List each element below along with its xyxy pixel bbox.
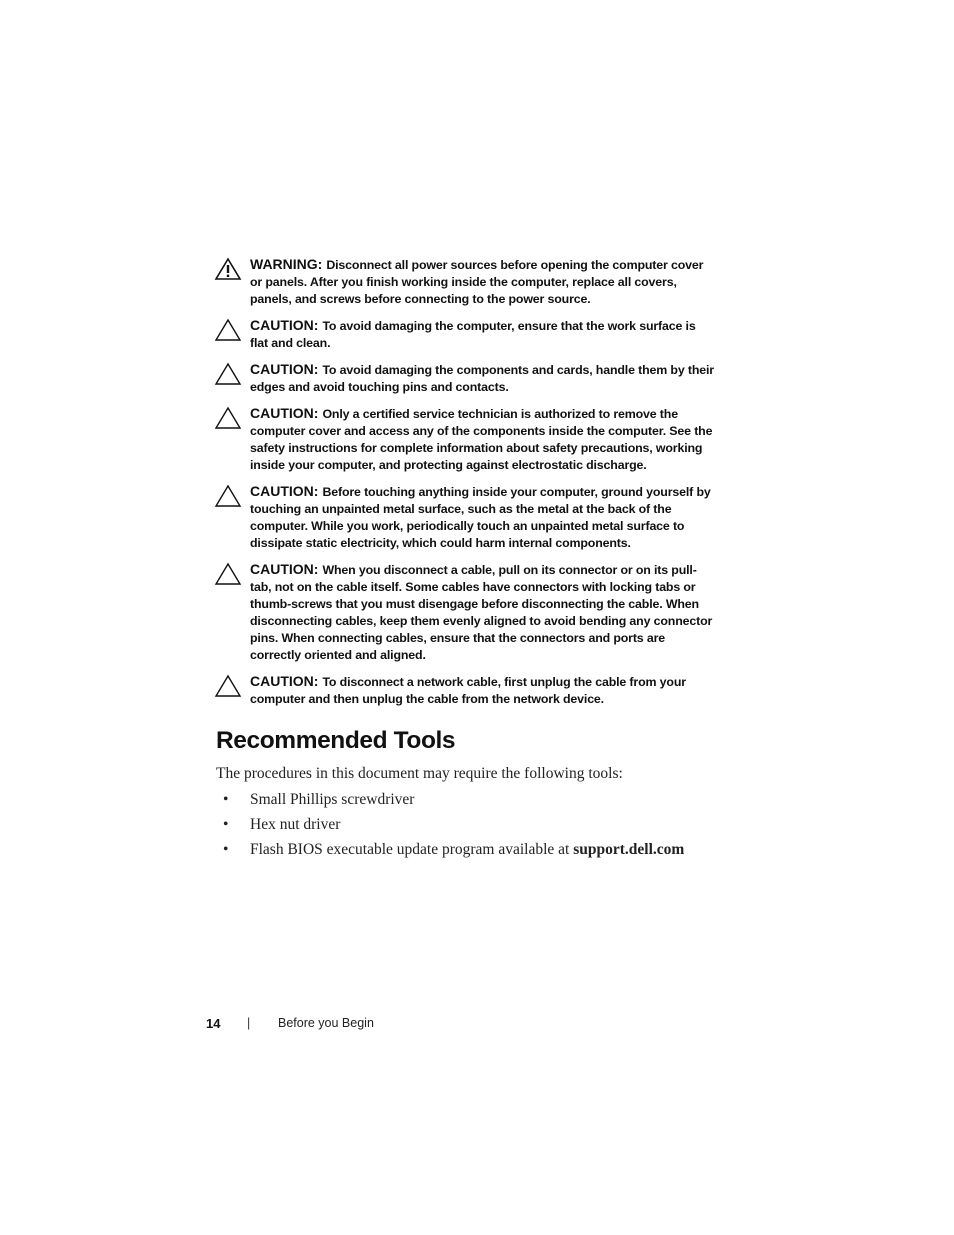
notice-label: CAUTION: <box>250 317 319 333</box>
notice-label: CAUTION: <box>250 673 319 689</box>
section-heading: Recommended Tools <box>216 727 456 754</box>
caution-notice <box>214 561 714 664</box>
footer-separator: | <box>247 1016 251 1030</box>
caution-notice <box>214 405 714 474</box>
caution-triangle-icon <box>214 674 242 698</box>
caution-notice <box>214 361 714 396</box>
notice-label: CAUTION: <box>250 361 319 377</box>
tools-list <box>216 790 684 865</box>
caution-triangle-icon <box>214 318 242 342</box>
caution-triangle-icon <box>214 562 242 586</box>
list-item <box>216 840 684 865</box>
safety-notices <box>214 256 714 717</box>
tool-text: Hex nut driver <box>250 816 341 833</box>
page-number: 14 <box>206 1016 221 1031</box>
caution-triangle-icon <box>214 484 242 508</box>
bullet: • <box>223 816 229 833</box>
notice-text: To avoid damaging the components and cards, handle them by their edges and avoid touching pins and contacts. <box>250 363 714 394</box>
notice-text: To avoid damaging the computer, ensure that the work surface is flat and clean. <box>250 319 696 350</box>
warning-triangle-icon <box>214 257 242 281</box>
caution-notice <box>214 673 714 708</box>
caution-notice <box>214 317 714 352</box>
notice-text: Disconnect all power sources before opening the computer cover or panels. After you finish working inside the computer, replace all covers, panels, and screws before connecting to the power source. <box>250 258 704 306</box>
warning-notice <box>214 256 714 308</box>
notice-label: WARNING: <box>250 256 323 272</box>
caution-notice <box>214 483 714 552</box>
notice-text: To disconnect a network cable, first unplug the cable from your computer and then unplug the cable from the network device. <box>250 675 686 706</box>
notice-text: When you disconnect a cable, pull on its connector or on its pull-tab, not on the cable itself. Some cables have connectors with locking tabs or thumb-screws that you must disengage before disconnecting the cable. When disconnecting cables, keep them evenly aligned to avoid bending any connector pins. When connecting cables, ensure that the connectors and ports are correctly oriented and aligned. <box>250 563 713 662</box>
caution-triangle-icon <box>214 406 242 430</box>
bullet: • <box>223 791 229 808</box>
notice-text: Only a certified service technician is authorized to remove the computer cover and access any of the components inside the computer. See the safety instructions for complete information about safety precautions, working inside your computer, and protecting against electrostatic discharge. <box>250 407 713 472</box>
notice-label: CAUTION: <box>250 405 319 421</box>
notice-label: CAUTION: <box>250 561 319 577</box>
notice-text: Before touching anything inside your computer, ground yourself by touching an unpainted metal surface, such as the metal at the back of the computer. While you work, periodically touch an unpainted metal surface to dissipate static electricity, which could harm internal components. <box>250 485 711 550</box>
list-item <box>216 815 684 840</box>
section-intro: The procedures in this document may require the following tools: <box>216 765 623 782</box>
list-item <box>216 790 684 815</box>
tool-text: Flash BIOS executable update program available at <box>250 841 574 858</box>
tool-text: Small Phillips screwdriver <box>250 791 415 808</box>
bullet: • <box>223 841 229 858</box>
support-link[interactable]: support.dell.com <box>573 841 685 858</box>
caution-triangle-icon <box>214 362 242 386</box>
notice-label: CAUTION: <box>250 483 319 499</box>
footer-section-title: Before you Begin <box>278 1016 374 1030</box>
